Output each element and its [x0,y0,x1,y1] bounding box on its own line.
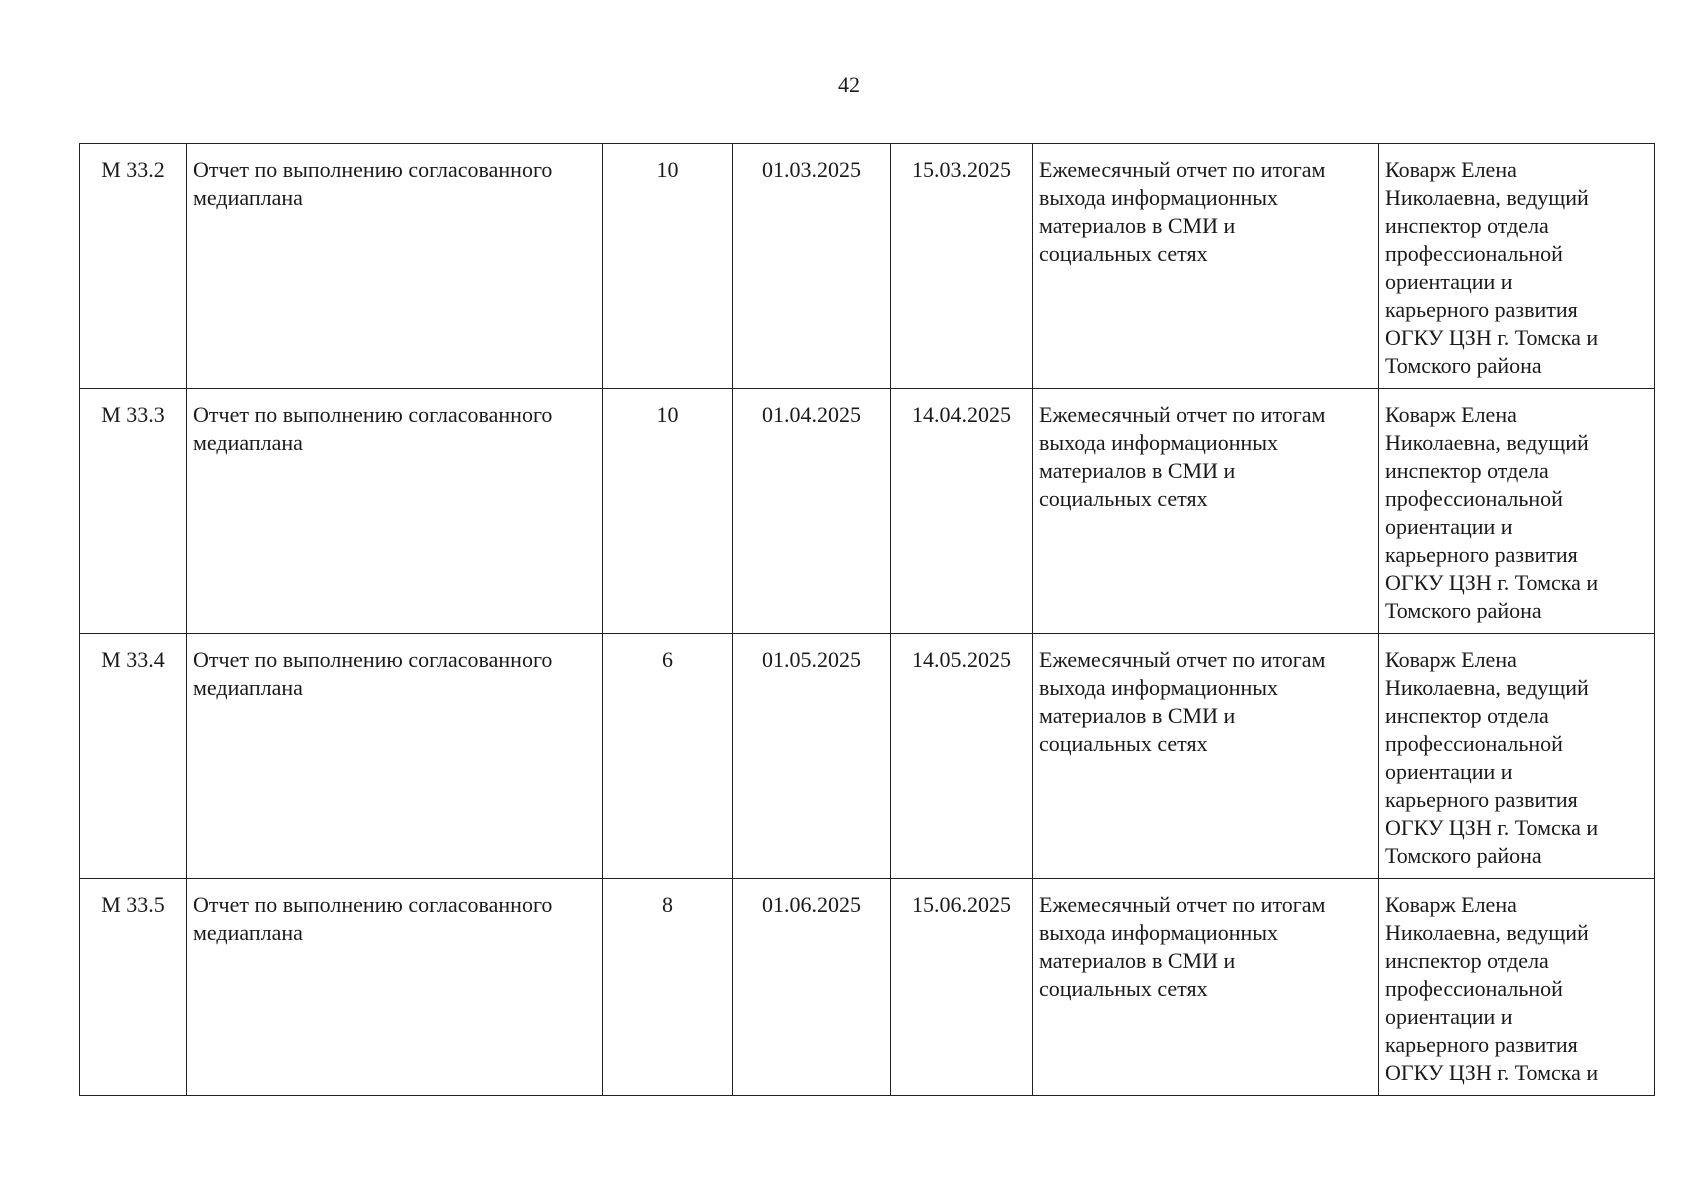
responsible-line: Коварж Елена [1385,402,1517,427]
name-line: медиаплана [193,675,303,700]
description-line: Ежемесячный отчет по итогам [1039,647,1326,672]
responsible-line: инспектор отдела [1385,948,1549,973]
responsible-line: Коварж Елена [1385,647,1517,672]
responsible-line: ОГКУ ЦЗН г. Томска и [1385,1060,1599,1085]
cell-name [187,634,603,879]
responsible-line: инспектор отдела [1385,458,1549,483]
description-line: материалов в СМИ и [1039,458,1236,483]
responsible-line: профессиональной [1385,241,1563,266]
name-line: Отчет по выполнению согласованного [193,402,553,427]
responsible-line: ОГКУ ЦЗН г. Томска и [1385,570,1599,595]
responsible-line: профессиональной [1385,731,1563,756]
cell-name [187,879,603,1096]
cell-start-date: 01.04.2025 [733,389,891,634]
cell-name [187,389,603,634]
table-row [80,144,1655,389]
cell-quantity: 6 [603,634,733,879]
plan-table [79,143,1655,1096]
responsible-line: карьерного развития [1385,297,1578,322]
cell-start-date: 01.06.2025 [733,879,891,1096]
name-line: медиаплана [193,920,303,945]
responsible-line: профессиональной [1385,976,1563,1001]
cell-quantity: 8 [603,879,733,1096]
responsible-line: карьерного развития [1385,787,1578,812]
table-row [80,389,1655,634]
responsible-line: ОГКУ ЦЗН г. Томска и [1385,815,1599,840]
cell-end-date: 14.05.2025 [891,634,1033,879]
responsible-line: Коварж Елена [1385,157,1517,182]
description-line: материалов в СМИ и [1039,948,1236,973]
name-line: Отчет по выполнению согласованного [193,647,553,672]
cell-description [1033,389,1379,634]
responsible-line: Николаевна, ведущий [1385,675,1589,700]
responsible-line: Томского района [1385,353,1542,378]
cell-code: М 33.3 [80,389,187,634]
responsible-line: инспектор отдела [1385,213,1549,238]
cell-start-date: 01.03.2025 [733,144,891,389]
description-line: социальных сетях [1039,486,1208,511]
responsible-line: Томского района [1385,598,1542,623]
cell-end-date: 15.03.2025 [891,144,1033,389]
responsible-line: карьерного развития [1385,542,1578,567]
description-line: материалов в СМИ и [1039,703,1236,728]
cell-responsible [1379,144,1655,389]
responsible-line: ориентации и [1385,269,1513,294]
cell-name [187,144,603,389]
description-line: Ежемесячный отчет по итогам [1039,157,1326,182]
cell-description [1033,879,1379,1096]
name-line: Отчет по выполнению согласованного [193,157,553,182]
cell-start-date: 01.05.2025 [733,634,891,879]
responsible-line: Николаевна, ведущий [1385,920,1589,945]
table-row [80,634,1655,879]
description-line: Ежемесячный отчет по итогам [1039,402,1326,427]
cell-responsible [1379,389,1655,634]
responsible-line: ориентации и [1385,759,1513,784]
responsible-line: профессиональной [1385,486,1563,511]
responsible-line: ориентации и [1385,1004,1513,1029]
description-line: социальных сетях [1039,976,1208,1001]
name-line: Отчет по выполнению согласованного [193,892,553,917]
cell-code: М 33.5 [80,879,187,1096]
cell-quantity: 10 [603,144,733,389]
responsible-line: Коварж Елена [1385,892,1517,917]
description-line: Ежемесячный отчет по итогам [1039,892,1326,917]
responsible-line: карьерного развития [1385,1032,1578,1057]
responsible-line: ОГКУ ЦЗН г. Томска и [1385,325,1599,350]
name-line: медиаплана [193,430,303,455]
description-line: выхода информационных [1039,675,1279,700]
cell-end-date: 15.06.2025 [891,879,1033,1096]
cell-code: М 33.2 [80,144,187,389]
description-line: выхода информационных [1039,185,1279,210]
responsible-line: Николаевна, ведущий [1385,430,1589,455]
name-line: медиаплана [193,185,303,210]
cell-responsible [1379,879,1655,1096]
cell-description [1033,634,1379,879]
cell-description [1033,144,1379,389]
cell-responsible [1379,634,1655,879]
cell-code: М 33.4 [80,634,187,879]
description-line: социальных сетях [1039,731,1208,756]
description-line: выхода информационных [1039,920,1279,945]
table-body [80,144,1655,1096]
responsible-line: инспектор отдела [1385,703,1549,728]
page-number: 42 [838,72,860,97]
cell-end-date: 14.04.2025 [891,389,1033,634]
table-row [80,879,1655,1096]
responsible-line: Томского района [1385,843,1542,868]
description-line: материалов в СМИ и [1039,213,1236,238]
responsible-line: Николаевна, ведущий [1385,185,1589,210]
description-line: выхода информационных [1039,430,1279,455]
responsible-line: ориентации и [1385,514,1513,539]
cell-quantity: 10 [603,389,733,634]
description-line: социальных сетях [1039,241,1208,266]
